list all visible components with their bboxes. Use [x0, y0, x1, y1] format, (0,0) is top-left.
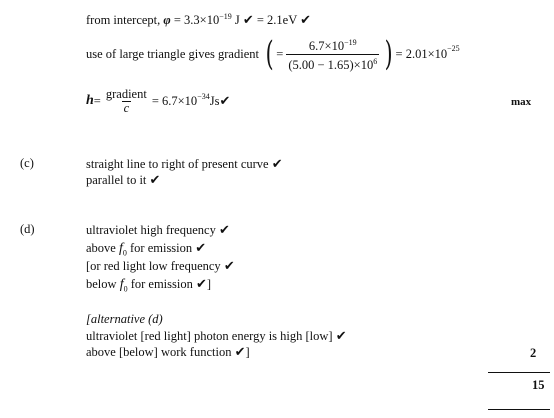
part-d-line1: ultraviolet high frequency ✔: [86, 222, 230, 237]
planck-line: h = $\frac{\text{gradient}}{c}$ = 6.7×10 $^{-34}$ Js ✔: [86, 86, 231, 115]
tick-icon: ✔: [219, 93, 231, 108]
total-rule-bottom: [488, 409, 550, 410]
h-fraction: $\frac{\text{gradient}}{c}$: [105, 86, 147, 115]
gradient-line: use of large triangle gives gradient ( = $\frac{6.7\times 10^{-19}}{(5.00 - 1.65)\times 10^6}$ ) = 2.01×10 $^{-25}$: [86, 34, 460, 74]
part-d-line3: [or red light low frequency ✔: [86, 258, 235, 273]
tick-icon: ✔: [234, 344, 246, 359]
max-label: max: [511, 96, 532, 108]
alternative-heading: [alternative (d): [86, 312, 163, 326]
part-c-line2: parallel to it ✔: [86, 172, 161, 187]
part-d-line2: above $f_0$ for emission ✔: [86, 240, 207, 258]
tick-icon: ✔: [223, 258, 235, 273]
part-d-alt-line2: above [below] work function ✔]: [86, 344, 250, 359]
gradient-fraction: $\frac{6.7\times 10^{-19}}{(5.00 - 1.65)\times 10^6}$: [288, 38, 378, 72]
tick-icon: ✔: [149, 172, 161, 187]
part-d-alt-line1: ultraviolet [red light] photon energy is high [low] ✔: [86, 328, 347, 343]
part-d-marks: 2: [530, 346, 537, 360]
part-c-label: (c): [20, 156, 34, 170]
part-d-label: (d): [20, 222, 35, 236]
tick-icon: ✔: [271, 156, 283, 171]
total-marks: 15: [532, 378, 545, 392]
total-rule-top: [488, 372, 550, 373]
tick-icon: ✔: [218, 222, 230, 237]
tick-icon: ✔: [195, 276, 207, 291]
tick-icon: ✔: [335, 328, 347, 343]
part-d-line4: below $f_0$ for emission ✔]: [86, 276, 212, 294]
tick-icon: ✔: [242, 12, 254, 28]
part-c-line1: straight line to right of present curve ✔: [86, 156, 283, 171]
tick-icon: ✔: [300, 12, 312, 28]
intercept-line: from intercept, $\varphi = 3.3\times 10^{-19}$ J ✔ = 2.1eV ✔: [86, 12, 312, 28]
tick-icon: ✔: [195, 240, 207, 255]
